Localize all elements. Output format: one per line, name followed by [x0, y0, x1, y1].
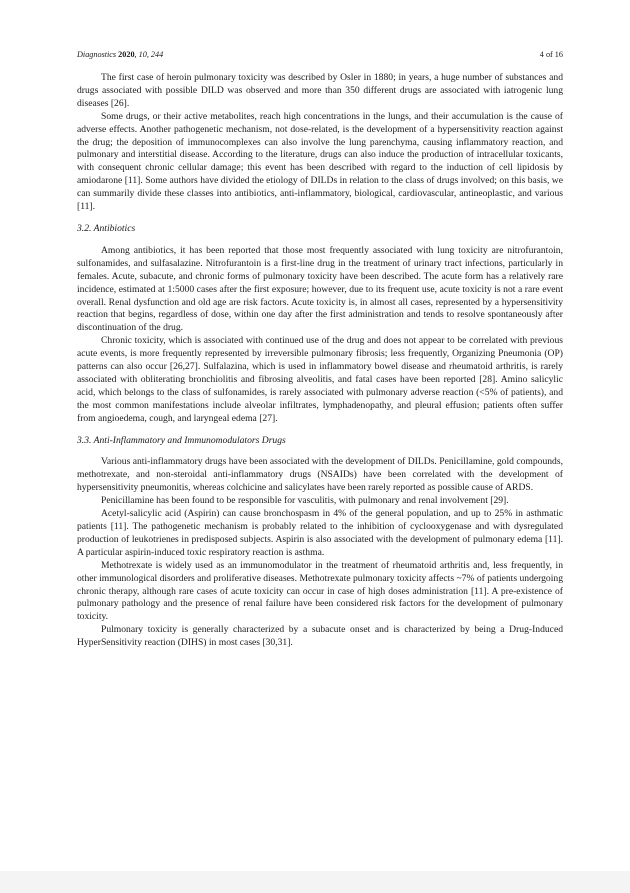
- section-heading-anti-inflammatory: 3.3. Anti-Inflammatory and Immunomodulators Drugs: [77, 434, 286, 446]
- page-bottom-strip: [0, 871, 630, 893]
- journal-year: 2020: [118, 50, 135, 59]
- journal-citation: [77, 50, 163, 59]
- paragraph: Among antibiotics, it has been reported that those most frequently associated with lung toxicity are nitrofurantoin, sulfonamides, and sulfasalazine. Nitrofurantoin is a first-line drug in the treatment of urinary tract infections, particularly in females. Acute, subacute, and chronic forms of pulmonary toxicity have been described. The acute form has a relatively rare incidence, estimated at 1:5000 cases after the first exposure; however, due to its frequent use, acute toxicity is not a rare event overall. Renal dysfunction and old age are risk factors. Acute toxicity is, in almost all cases, represented by a hypersensitivity reaction that begins, regardless of dose, within one day after the first administration and tends to resolve spontaneously after discontinuation of the drug.: [77, 244, 563, 334]
- page-number: 4 of 16: [539, 50, 563, 59]
- body-text: [77, 72, 563, 650]
- paragraph: Acetyl-salicylic acid (Aspirin) can cause bronchospasm in 4% of the general population, and up to 25% in asthmatic patients [11]. The pathogenetic mechanism is probably related to the inhibition of cyclooxygenase and with dysregulated production of leukotrienes in predisposed subjects. Aspirin is also associated with the development of pulmonary edema [11]. A particular aspirin-induced toxic respiratory reaction is asthma.: [77, 508, 563, 558]
- paragraph: Penicillamine has been found to be responsible for vasculitis, with pulmonary and renal involvement [29].: [101, 495, 509, 507]
- running-header: [77, 50, 563, 59]
- journal-name: Diagnostics: [77, 50, 117, 59]
- paragraph: The first case of heroin pulmonary toxicity was described by Osler in 1880; in years, a huge number of substances and drugs associated with possible DILD was observed and more than 350 different drugs are associated with iatrogenic lung diseases [26].: [77, 72, 563, 109]
- section-heading-antibiotics: 3.2. Antibiotics: [77, 222, 136, 234]
- paragraph: Methotrexate is widely used as an immunomodulator in the treatment of rheumatoid arthritis and, less frequently, in other immunological disorders and proliferative diseases. Methotrexate pulmonary toxicity affects ~7% of patients undergoing chronic therapy, although rare cases of acute toxicity can occur in case of high doses administration [11]. A pre-existence of pulmonary pathology and the presence of renal failure have been considered risk factors for the development of pulmonary toxicity.: [77, 559, 563, 623]
- paragraph: Some drugs, or their active metabolites, reach high concentrations in the lungs, and their accumulation is the cause of adverse effects. Another pathogenetic mechanism, not dose-related, is the development of a hypersensitivity reaction against the drug; the deposition of immunocomplexes can also involve the lung parenchyma, causing inflammatory reaction, and pulmonary and interstitial disease. According to the literature, drugs can also induce the production of intracellular toxicants, with consequent chronic cellular damage; this event has been described with regard to the induction of cell lipidosis by amiodarone [11]. Some authors have divided the etiology of DILDs in relation to the class of drugs involved; on this basis, we can summarily divide these classes into antibiotics, anti-inflammatory, biological, cardiovascular, antineoplastic, and various [11].: [77, 110, 563, 213]
- paragraph: Pulmonary toxicity is generally characterized by a subacute onset and is characterized by being a Drug-Induced HyperSensitivity reaction (DIHS) in most cases [30,31].: [77, 624, 563, 649]
- journal-volume: , 10, 244: [134, 50, 164, 59]
- paragraph: Chronic toxicity, which is associated with continued use of the drug and does not appear to be correlated with previous acute events, is more frequently represented by irreversible pulmonary fibrosis; less frequently, Organizing Pneumonia (OP) patterns can also occur [26,27]. Sulfalazina, which is used in inflammatory bowel disease and rheumatoid arthritis, is rarely associated with obliterating bronchiolitis and fibrosing alveolitis, and fatal cases have been reported [28]. Amino salicylic acid, which belongs to the class of sulfonamides, is rarely associated with pulmonary adverse reaction (<5% of patients), and the most common manifestations include alveolar infiltrates, lymphadenopathy, and pleural effusion; patients often suffer from angioedema, cough, and laryngeal edema [27].: [77, 335, 563, 424]
- paragraph: Various anti-inflammatory drugs have been associated with the development of DILDs. Penicillamine, gold compounds, methotrexate, and non-steroidal anti-inflammatory drugs (NSAIDs) have been correlated with the development of hypersensitivity pneumonitis, whereas colchicine and salicylates have been rarely reported as possible cause of ARDS.: [77, 456, 563, 494]
